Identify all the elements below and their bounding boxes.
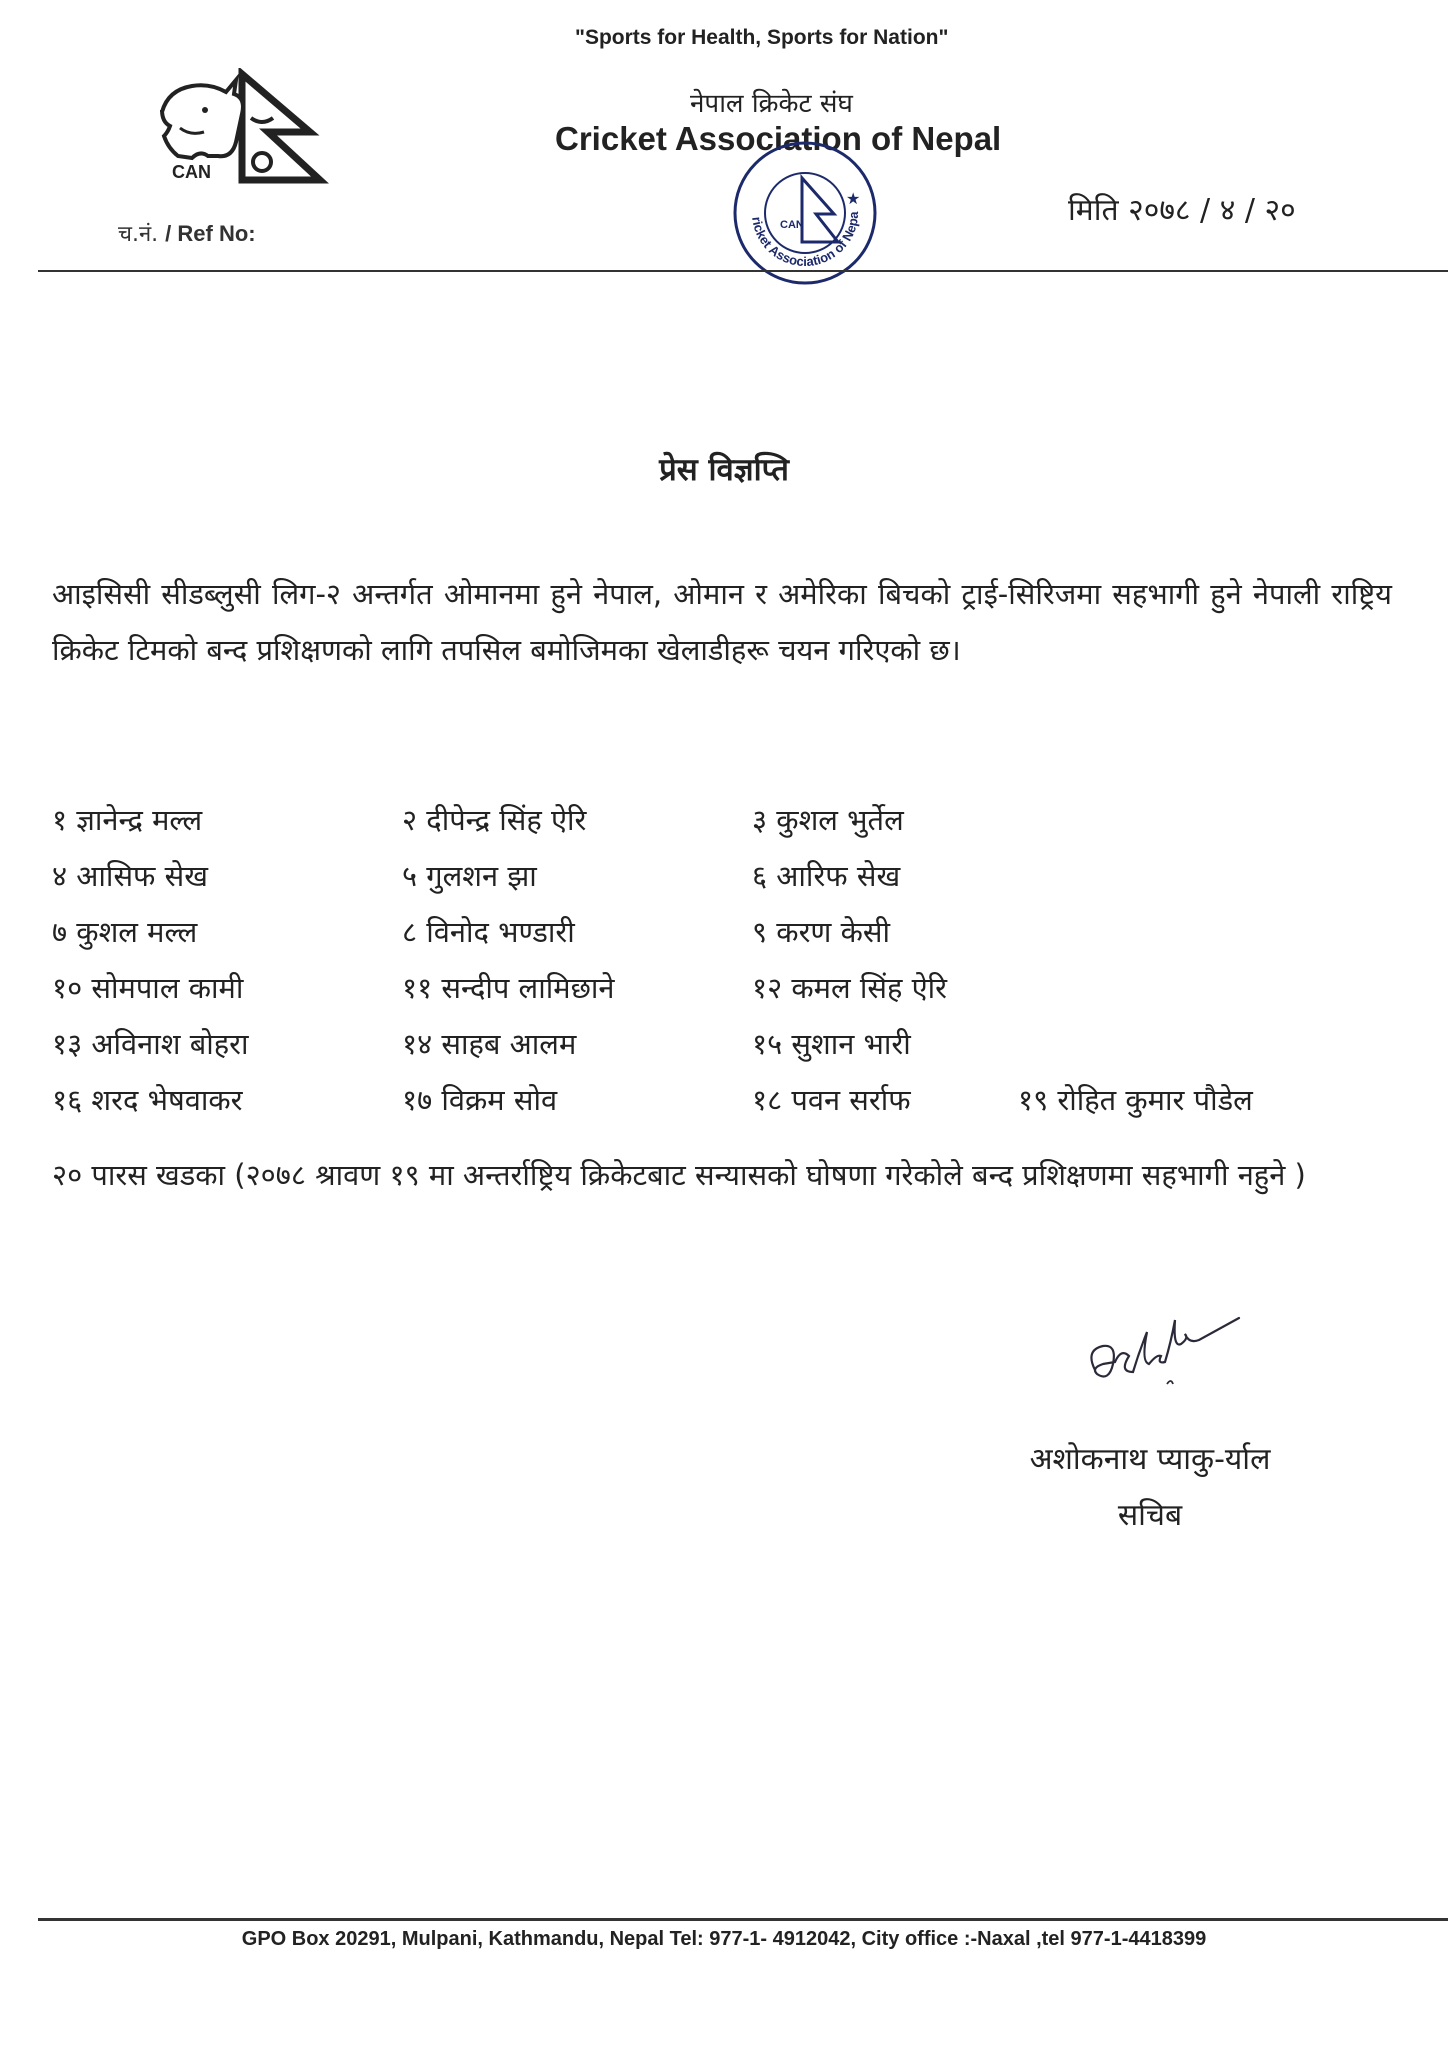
player-name: १८ पवन सर्राफ <box>752 1083 911 1117</box>
document-date: मिति २०७८ / ४ / २० <box>1068 193 1296 228</box>
player-name: १२ कमल सिंह ऐरि <box>752 971 948 1005</box>
footer-divider <box>38 1918 1448 1921</box>
player-row <box>52 912 1392 968</box>
signatory <box>900 1432 1400 1544</box>
player-name: १९ रोहित कुमार पौडेल <box>1018 1083 1253 1117</box>
player-row <box>52 1080 1392 1136</box>
signer-title: सचिब <box>1117 1498 1183 1533</box>
player-name: ११ सन्दीप लामिछाने <box>402 971 615 1005</box>
player-name: ३ कुशल भुर्तेल <box>752 803 904 837</box>
can-logo <box>150 68 330 198</box>
body-paragraph: आइसिसी सीडब्लुसी लिग-२ अन्तर्गत ओमानमा हुने नेपाल, ओमान र अमेरिका बिचको ट्राई-सिरिजमा सहभागी हुने नेपाली राष्ट्रिय क्रिकेट टिमको बन्द प्रशिक्षणको लागि तपसिल बमोजिमका खेलाडीहरू चयन गरिएको छ। <box>52 577 1392 667</box>
retirement-note: २० पारस खडका (२०७८ श्रावण १९ मा अन्तर्राष्ट्रिय क्रिकेटबाट सन्यासको घोषणा गरेकोले बन्द प्रशिक्षणमा सहभागी नहुने ) <box>52 1158 1306 1192</box>
player-name: १० सोमपाल कामी <box>52 971 244 1005</box>
signature <box>1075 1300 1255 1410</box>
player-name: २ दीपेन्द्र सिंह ऐरि <box>402 803 587 837</box>
signature-icon <box>1075 1300 1255 1410</box>
player-name: ५ गुलशन झा <box>402 859 537 893</box>
ref-label-nepali: च.नं. <box>118 222 159 247</box>
player-name: १४ साहब आलम <box>402 1027 577 1061</box>
player-name: १६ शरद भेषवाकर <box>52 1083 243 1117</box>
document-title: प्रेस विज्ञप्ति <box>659 452 789 488</box>
player-name: १ ज्ञानेन्द्र मल्ल <box>52 803 203 837</box>
player-name: १७ विक्रम सोव <box>402 1083 558 1117</box>
reference-number <box>118 218 256 248</box>
official-seal <box>730 138 880 288</box>
player-row <box>52 856 1392 912</box>
player-name: १३ अविनाश बोहरा <box>52 1027 249 1061</box>
player-name: ४ आसिफ सेख <box>52 859 208 893</box>
org-name-nepali: नेपाल क्रिकेट संघ <box>690 89 853 119</box>
slogan: "Sports for Health, Sports for Nation" <box>575 26 949 49</box>
player-name: ९ करण केसी <box>752 915 891 949</box>
svg-text:★: ★ <box>846 189 861 208</box>
player-name: ६ आरिफ सेख <box>752 859 901 893</box>
ref-label-english: / Ref No: <box>165 221 256 246</box>
player-name: ७ कुशल मल्ल <box>52 915 198 949</box>
player-row <box>52 1024 1392 1080</box>
rhino-flag-icon <box>150 68 330 198</box>
header-divider <box>38 270 1448 272</box>
player-list <box>52 800 1392 1136</box>
player-row <box>52 800 1392 856</box>
signer-name: अशोकनाथ प्याकु-र्याल <box>1029 1442 1271 1477</box>
player-row <box>52 968 1392 1024</box>
svg-text:CAN: CAN <box>172 162 211 182</box>
svg-text:Cricket Association of Nepal: ricket Association of Nepa <box>749 211 862 270</box>
org-name-english: Cricket Association of Nepal <box>555 120 1002 157</box>
player-name: ८ विनोद भण्डारी <box>402 915 575 949</box>
footer-address: GPO Box 20291, Mulpani, Kathmandu, Nepal Tel: 977-1- 4912042, City office :-Naxal ,tel 977-1-4418399 <box>241 1928 1207 1950</box>
player-name: १५ सुशान भारी <box>752 1027 911 1061</box>
seal-stamp-icon <box>730 138 880 288</box>
svg-text:CAN: CAN <box>780 219 804 231</box>
